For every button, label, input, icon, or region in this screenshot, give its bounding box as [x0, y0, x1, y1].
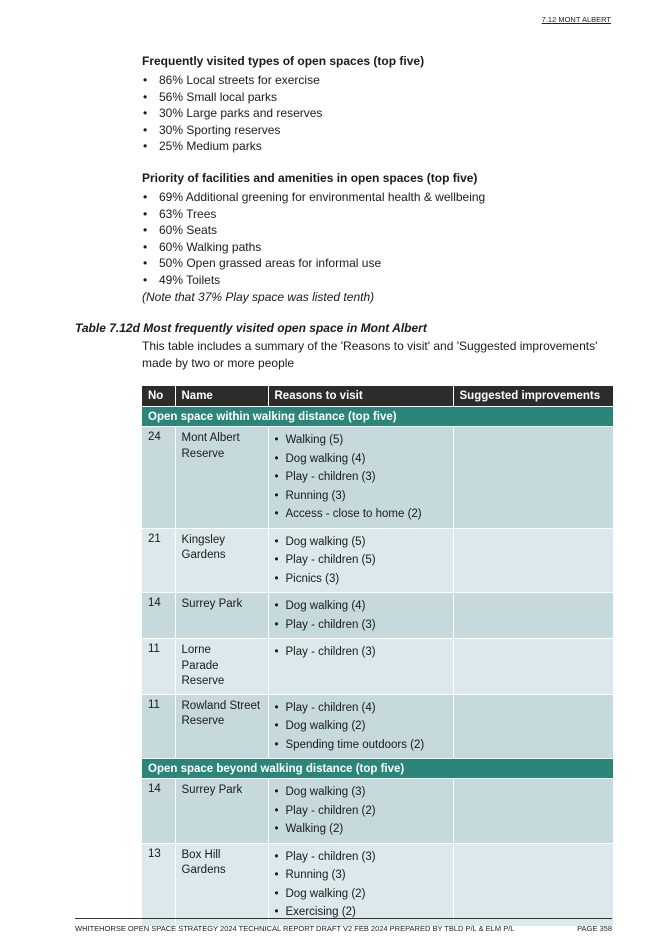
list-item: • 60% Walking paths	[142, 239, 612, 256]
header-name: Name	[175, 386, 268, 407]
list-item: • 30% Sporting reserves	[142, 122, 612, 139]
header-reasons: Reasons to visit	[268, 386, 453, 407]
reason-item: • Play - children (5)	[275, 551, 447, 570]
row-improvements	[453, 779, 613, 844]
table-row	[142, 779, 613, 844]
group-title: Open space beyond walking distance (top five)	[142, 759, 613, 779]
row-name: Box Hill Gardens	[175, 843, 268, 926]
row-name: Surrey Park	[175, 779, 268, 844]
row-improvements	[453, 593, 613, 639]
reason-item: • Dog walking (4)	[275, 597, 447, 616]
reason-item: • Dog walking (5)	[275, 533, 447, 552]
header-no: No	[142, 386, 175, 407]
row-improvements	[453, 843, 613, 926]
reason-item: • Walking (2)	[275, 820, 447, 839]
row-improvements	[453, 694, 613, 759]
row-reasons	[268, 639, 453, 695]
page-number: PAGE 358	[577, 924, 612, 933]
list-item: • 63% Trees	[142, 206, 612, 223]
table-row	[142, 528, 613, 593]
header-improvements: Suggested improvements	[453, 386, 613, 407]
table-header-row	[142, 386, 613, 407]
reason-item: • Dog walking (2)	[275, 885, 447, 904]
row-number: 11	[142, 639, 175, 695]
list-item: • 50% Open grassed areas for informal use	[142, 255, 612, 272]
row-improvements	[453, 639, 613, 695]
row-name	[175, 639, 268, 695]
list-item: • 69% Additional greening for environmental health & wellbeing	[142, 189, 612, 206]
group-header-row	[142, 407, 613, 427]
row-number: 21	[142, 528, 175, 593]
row-name: Surrey Park	[175, 593, 268, 639]
list-item: • 25% Medium parks	[142, 138, 612, 155]
reason-item: • Dog walking (2)	[275, 717, 447, 736]
row-reasons	[268, 528, 453, 593]
row-reasons	[268, 779, 453, 844]
facilities-note: (Note that 37% Play space was listed tenth)	[142, 289, 375, 304]
section-reference: 7.12 MONT ALBERT	[541, 15, 611, 24]
table-row	[142, 694, 613, 759]
row-number: 13	[142, 843, 175, 926]
table-caption: Table 7.12d Most frequently visited open space in Mont Albert	[75, 321, 427, 335]
row-name: Mont Albert Reserve	[175, 427, 268, 529]
reason-item: • Dog walking (3)	[275, 783, 447, 802]
row-number: 24	[142, 427, 175, 529]
facilities-list	[142, 189, 612, 289]
reason-item: • Walking (5)	[275, 431, 447, 450]
visited-types-list	[142, 72, 612, 155]
list-item: • 86% Local streets for exercise	[142, 72, 612, 89]
list-item: • 30% Large parks and reserves	[142, 105, 612, 122]
facilities-section	[142, 171, 612, 304]
row-name: Kingsley Gardens	[175, 528, 268, 593]
reason-item: • Running (3)	[275, 866, 447, 885]
list-item: • 60% Seats	[142, 222, 612, 239]
visited-types-title: Frequently visited types of open spaces (top five)	[142, 54, 425, 68]
group-header-row	[142, 759, 613, 779]
footer-divider	[75, 918, 612, 919]
reason-item: • Play - children (3)	[275, 616, 447, 635]
footer-document-info: WHITEHORSE OPEN SPACE STRATEGY 2024 TECHNICAL REPORT DRAFT V2 FEB 2024 PREPARED BY TBLD P/L & ELM P/L	[75, 924, 515, 933]
reason-item: • Running (3)	[275, 487, 447, 506]
table-row	[142, 427, 613, 529]
row-reasons	[268, 843, 453, 926]
reason-item: • Exercising (2)	[275, 903, 447, 922]
row-reasons	[268, 593, 453, 639]
row-improvements	[453, 528, 613, 593]
table-row	[142, 843, 613, 926]
table-row	[142, 639, 613, 695]
row-name-text: Lorne Parade Reserve	[181, 644, 225, 687]
row-number: 14	[142, 593, 175, 639]
table-row	[142, 593, 613, 639]
reason-item: • Picnics (3)	[275, 570, 447, 589]
reason-item: • Play - children (3)	[275, 468, 447, 487]
row-improvements	[453, 427, 613, 529]
page-footer	[75, 924, 612, 933]
visited-open-space-table	[142, 386, 613, 926]
row-reasons	[268, 427, 453, 529]
reason-item: • Play - children (4)	[275, 699, 447, 718]
row-name: Rowland Street Reserve	[175, 694, 268, 759]
visited-types-section	[142, 54, 612, 155]
reason-item: • Access - close to home (2)	[275, 505, 447, 524]
table-description: This table includes a summary of the 'Reasons to visit' and 'Suggested improvements' made by two or more people	[142, 339, 598, 370]
reason-item: • Play - children (2)	[275, 802, 447, 821]
reason-item: • Play - children (3)	[275, 848, 447, 867]
reason-item: • Play - children (3)	[275, 643, 447, 662]
reason-item: • Dog walking (4)	[275, 450, 447, 469]
list-item: • 49% Toilets	[142, 272, 612, 289]
row-number: 11	[142, 694, 175, 759]
row-number: 14	[142, 779, 175, 844]
reason-item: • Spending time outdoors (2)	[275, 736, 447, 755]
list-item: • 56% Small local parks	[142, 89, 612, 106]
facilities-title: Priority of facilities and amenities in open spaces (top five)	[142, 171, 478, 185]
group-title: Open space within walking distance (top five)	[142, 407, 613, 427]
row-reasons	[268, 694, 453, 759]
